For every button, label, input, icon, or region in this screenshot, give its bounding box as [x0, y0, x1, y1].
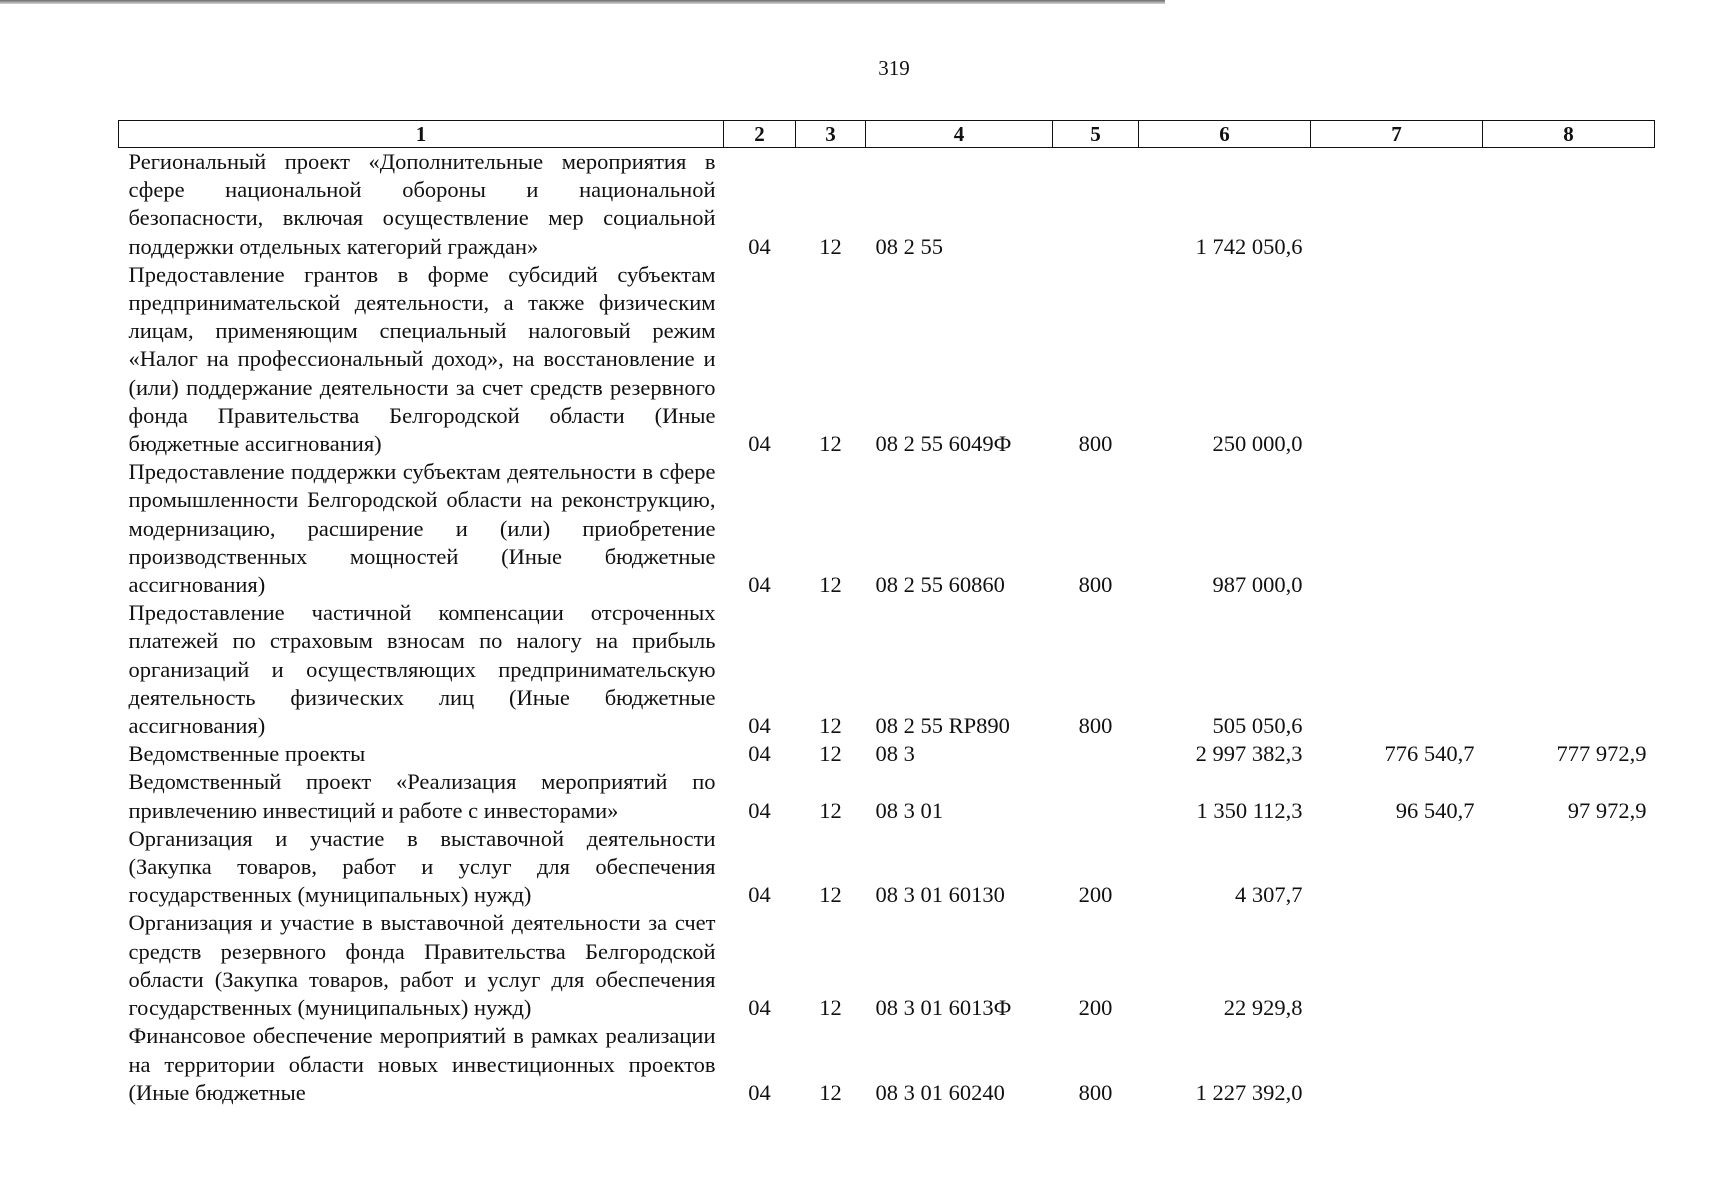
budget-table: [118, 120, 1655, 1107]
target-code: 08 3: [875, 741, 915, 767]
target-code: 08 3 01 6013Ф: [875, 995, 1012, 1021]
amount-year-2: [1311, 599, 1483, 740]
table-row: [119, 599, 1655, 740]
table-row: [119, 909, 1655, 1022]
page-number: 319: [878, 56, 910, 80]
row-description: Организация и участие в выставочной деятельности за счет средств резервного фонда Правительства Белгородской области (Закупка товаров, работ и услуг для обеспечения государственных (муниципальных) нужд): [128, 910, 716, 1021]
expense-type-code: 200: [1078, 882, 1113, 908]
subsection-code: 12: [819, 741, 842, 767]
column-header: 5: [1053, 121, 1139, 148]
target-code: 08 2 55 60860: [875, 572, 1005, 598]
row-description: Предоставление грантов в форме субсидий субъектам предпринимательской деятельности, а также физическим лицам, применяющим специальный налоговый режим «Налог на профессиональный доход», на восстановление и (или) поддержание деятельности за счет средств резервного фонда Правительства Белгородской области (Иные бюджетные ассигнования): [128, 261, 716, 457]
amount: 1 742 050,6: [1195, 233, 1303, 259]
subsection-code: 12: [819, 1079, 842, 1105]
column-header: 4: [866, 121, 1053, 148]
amount-year-3: [1483, 825, 1655, 910]
section-code: 04: [748, 431, 771, 457]
amount-year-2: [1311, 261, 1483, 458]
target-code: 08 2 55 RP890: [875, 713, 1010, 739]
amount-year-3: [1483, 599, 1655, 740]
amount-year-2: [1311, 909, 1483, 1022]
amount: 22 929,8: [1223, 995, 1303, 1021]
target-code: 08 2 55 6049Ф: [875, 431, 1012, 457]
amount-year-3: [1483, 148, 1655, 261]
amount-year-3: 97 972,9: [1567, 797, 1647, 823]
subsection-code: 12: [819, 995, 842, 1021]
section-code: 04: [748, 233, 771, 259]
row-description: Ведомственный проект «Реализация мероприятий по привлечению инвестиций и работе с инвесторами»: [128, 769, 716, 823]
amount: 1 350 112,3: [1196, 797, 1303, 823]
amount-year-2: 96 540,7: [1395, 797, 1475, 823]
column-header: 7: [1311, 121, 1483, 148]
column-header: 6: [1139, 121, 1311, 148]
amount: 250 000,0: [1212, 431, 1303, 457]
column-header: 3: [796, 121, 866, 148]
subsection-code: 12: [819, 882, 842, 908]
amount-year-3: 777 972,9: [1556, 741, 1647, 767]
amount: 2 997 382,3: [1195, 741, 1303, 767]
section-code: 04: [748, 741, 771, 767]
scan-edge: [0, 0, 1165, 4]
section-code: 04: [748, 713, 771, 739]
amount: 4 307,7: [1235, 882, 1303, 908]
row-description: Финансовое обеспечение мероприятий в рамках реализации на территории области новых инвестиционных проектов (Иные бюджетные: [128, 1023, 716, 1105]
amount-year-2: [1311, 825, 1483, 910]
table-row: [119, 261, 1655, 458]
section-code: 04: [748, 882, 771, 908]
row-description: Ведомственные проекты: [128, 741, 366, 767]
subsection-code: 12: [819, 233, 842, 259]
section-code: 04: [748, 797, 771, 823]
table-row: [119, 1022, 1655, 1107]
section-code: 04: [748, 1079, 771, 1105]
expense-type-code: [1053, 768, 1139, 824]
column-header: 2: [724, 121, 796, 148]
expense-type-code: 800: [1078, 431, 1113, 457]
subsection-code: 12: [819, 797, 842, 823]
expense-type-code: 800: [1078, 1079, 1113, 1105]
expense-type-code: [1053, 740, 1139, 768]
target-code: 08 2 55: [875, 233, 943, 259]
amount-year-3: [1483, 909, 1655, 1022]
amount-year-2: [1311, 458, 1483, 599]
row-description: Предоставление частичной компенсации отсроченных платежей по страховым взносам по налогу на прибыль организаций и осуществляющих предпринимательскую деятельность физических лиц (Иные бюджетные ассигнования): [128, 600, 716, 739]
subsection-code: 12: [819, 572, 842, 598]
subsection-code: 12: [819, 431, 842, 457]
target-code: 08 3 01: [875, 797, 943, 823]
amount: 505 050,6: [1212, 713, 1303, 739]
amount-year-2: [1311, 148, 1483, 261]
subsection-code: 12: [819, 713, 842, 739]
expense-type-code: 800: [1078, 572, 1113, 598]
target-code: 08 3 01 60130: [875, 882, 1005, 908]
section-code: 04: [748, 572, 771, 598]
target-code: 08 3 01 60240: [875, 1079, 1005, 1105]
row-description: Предоставление поддержки субъектам деятельности в сфере промышленности Белгородской области на реконструкцию, модернизацию, расширение и (или) приобретение производственных мощностей (Иные бюджетные ассигнования): [128, 459, 716, 598]
table-row: [119, 458, 1655, 599]
expense-type-code: [1053, 148, 1139, 261]
amount: 1 227 392,0: [1195, 1079, 1303, 1105]
amount-year-2: [1311, 1022, 1483, 1107]
amount-year-3: [1483, 261, 1655, 458]
table-row: [119, 148, 1655, 261]
header-row: [119, 121, 1655, 148]
row-description: Региональный проект «Дополнительные мероприятия в сфере национальной обороны и национальной безопасности, включая осуществление мер социальной поддержки отдельных категорий граждан»: [128, 149, 716, 259]
column-header: 8: [1483, 121, 1655, 148]
column-header: 1: [119, 121, 724, 148]
expense-type-code: 800: [1078, 713, 1113, 739]
table-row: [119, 825, 1655, 910]
amount-year-3: [1483, 458, 1655, 599]
expense-type-code: 200: [1078, 995, 1113, 1021]
row-description: Организация и участие в выставочной деятельности (Закупка товаров, работ и услуг для обеспечения государственных (муниципальных) нужд): [128, 825, 716, 908]
amount-year-3: [1483, 1022, 1655, 1107]
amount: 987 000,0: [1212, 572, 1303, 598]
table-row: [119, 740, 1655, 768]
table-row: [119, 768, 1655, 824]
section-code: 04: [748, 995, 771, 1021]
amount-year-2: 776 540,7: [1384, 741, 1475, 767]
